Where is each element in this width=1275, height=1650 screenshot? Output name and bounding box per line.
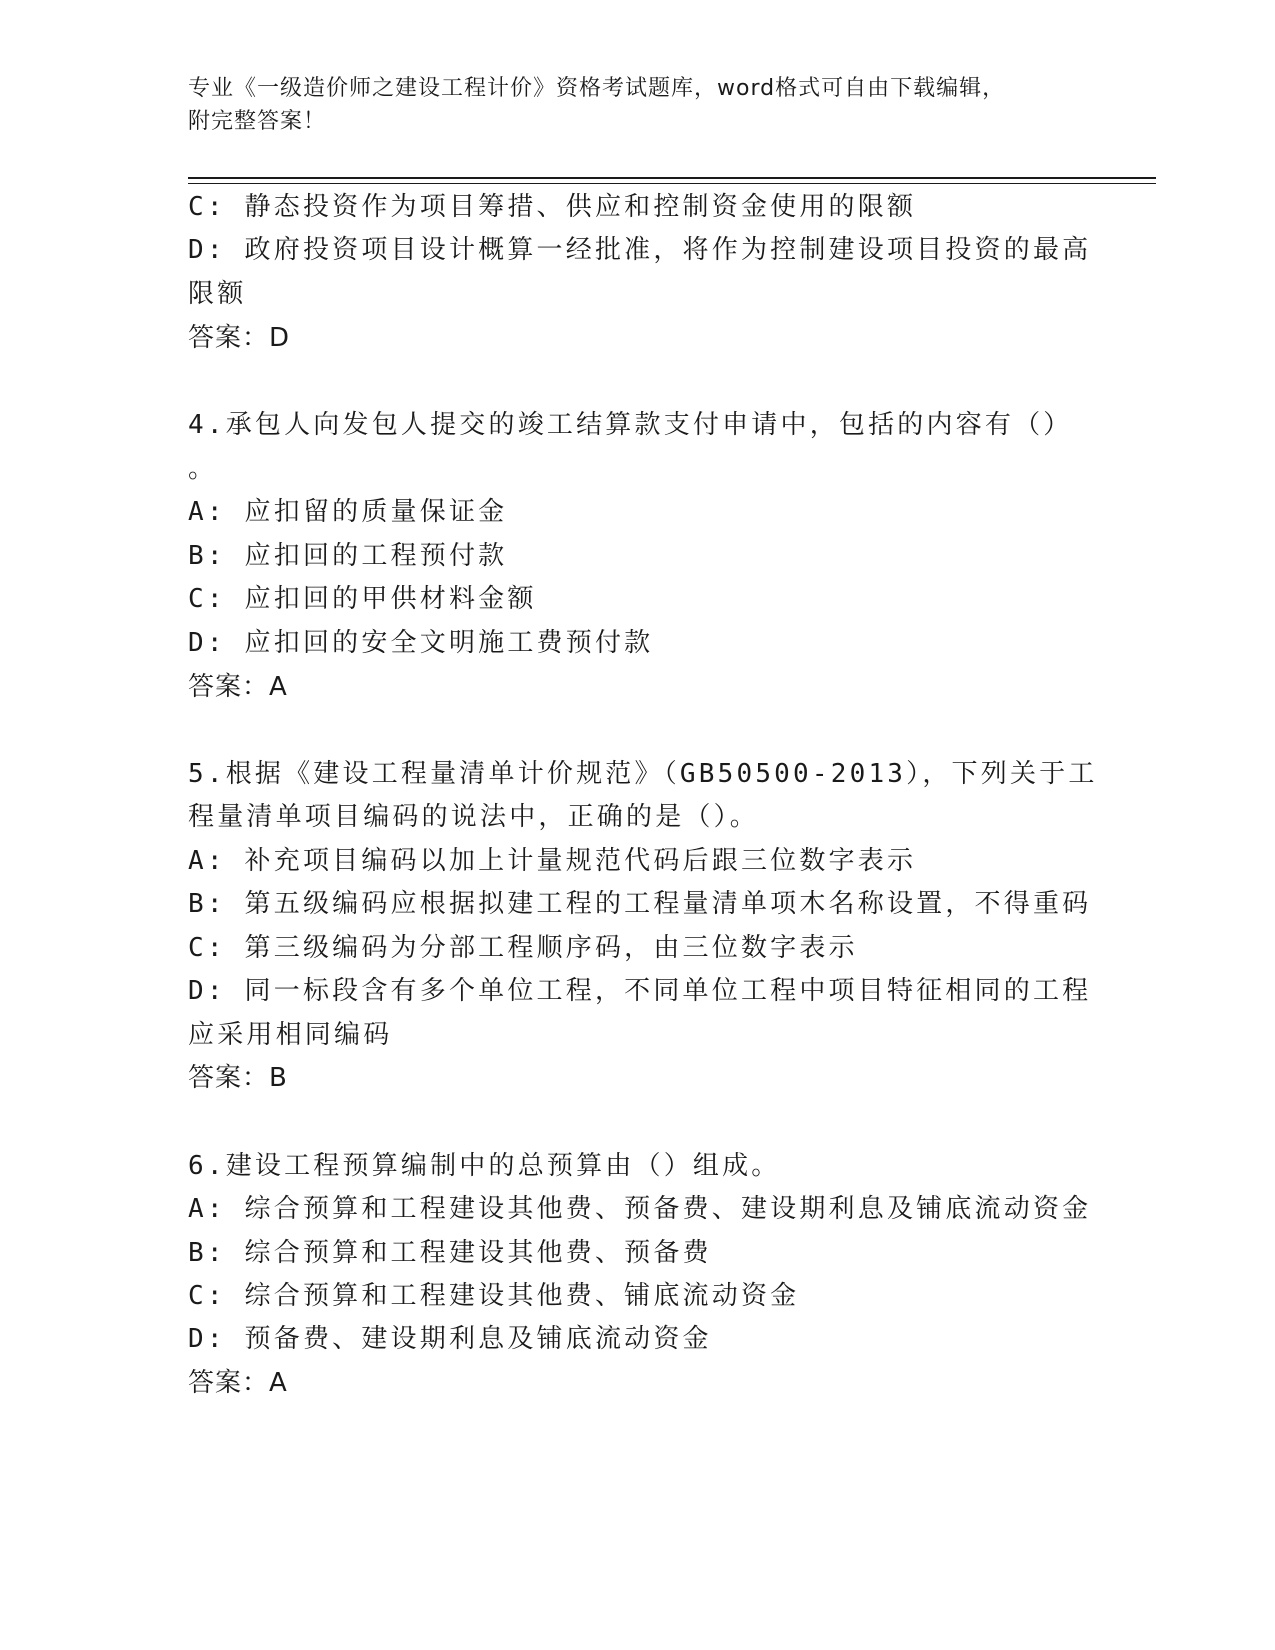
q6-answer: 答案：A bbox=[188, 1368, 288, 1398]
q4-stem-line2: 。 bbox=[188, 454, 218, 484]
header-divider-thick bbox=[188, 177, 1156, 179]
header-divider-thin bbox=[188, 183, 1156, 184]
header-line-1: 专业《一级造价师之建设工程计价》资格考试题库，word格式可自由下载编辑， bbox=[188, 76, 1006, 101]
q4-stem-line1: 4.承包人向发包人提交的竣工结算款支付申请中，包括的内容有（） bbox=[188, 410, 1073, 440]
q4-option-b: B: 应扣回的工程预付款 bbox=[188, 541, 508, 571]
q6-option-b: B: 综合预算和工程建设其他费、预备费 bbox=[188, 1238, 712, 1268]
q5-stem-line1: 5.根据《建设工程量清单计价规范》（GB50500-2013），下列关于工 bbox=[188, 759, 1098, 789]
q6-option-a: A: 综合预算和工程建设其他费、预备费、建设期利息及铺底流动资金 bbox=[188, 1194, 1092, 1224]
q5-answer: 答案：B bbox=[188, 1063, 288, 1093]
q3-answer: 答案：D bbox=[188, 323, 291, 353]
q5-option-d-line2: 应采用相同编码 bbox=[188, 1020, 393, 1050]
q5-option-c: C: 第三级编码为分部工程顺序码，由三位数字表示 bbox=[188, 933, 858, 963]
q5-option-b: B: 第五级编码应根据拟建工程的工程量清单项木名称设置，不得重码 bbox=[188, 889, 1092, 919]
document-header bbox=[188, 72, 1068, 138]
q5-stem-line2: 程量清单项目编码的说法中，正确的是（）。 bbox=[188, 802, 760, 832]
q4-option-d: D: 应扣回的安全文明施工费预付款 bbox=[188, 628, 654, 658]
q3-option-d-line2: 限额 bbox=[188, 279, 247, 309]
q4-option-a: A: 应扣留的质量保证金 bbox=[188, 497, 508, 527]
q6-stem: 6.建设工程预算编制中的总预算由（）组成。 bbox=[188, 1151, 781, 1181]
q4-answer: 答案：A bbox=[188, 672, 288, 702]
q6-option-d: D: 预备费、建设期利息及铺底流动资金 bbox=[188, 1324, 712, 1354]
q3-option-d-line1: D: 政府投资项目设计概算一经批准，将作为控制建设项目投资的最高 bbox=[188, 235, 1092, 265]
q3-option-c: C: 静态投资作为项目筹措、供应和控制资金使用的限额 bbox=[188, 192, 917, 222]
q5-option-d-line1: D: 同一标段含有多个单位工程，不同单位工程中项目特征相同的工程 bbox=[188, 976, 1092, 1006]
q4-option-c: C: 应扣回的甲供材料金额 bbox=[188, 584, 537, 614]
header-line-2: 附完整答案！ bbox=[188, 109, 327, 134]
q5-option-a: A: 补充项目编码以加上计量规范代码后跟三位数字表示 bbox=[188, 846, 917, 876]
q6-option-c: C: 综合预算和工程建设其他费、铺底流动资金 bbox=[188, 1281, 800, 1311]
